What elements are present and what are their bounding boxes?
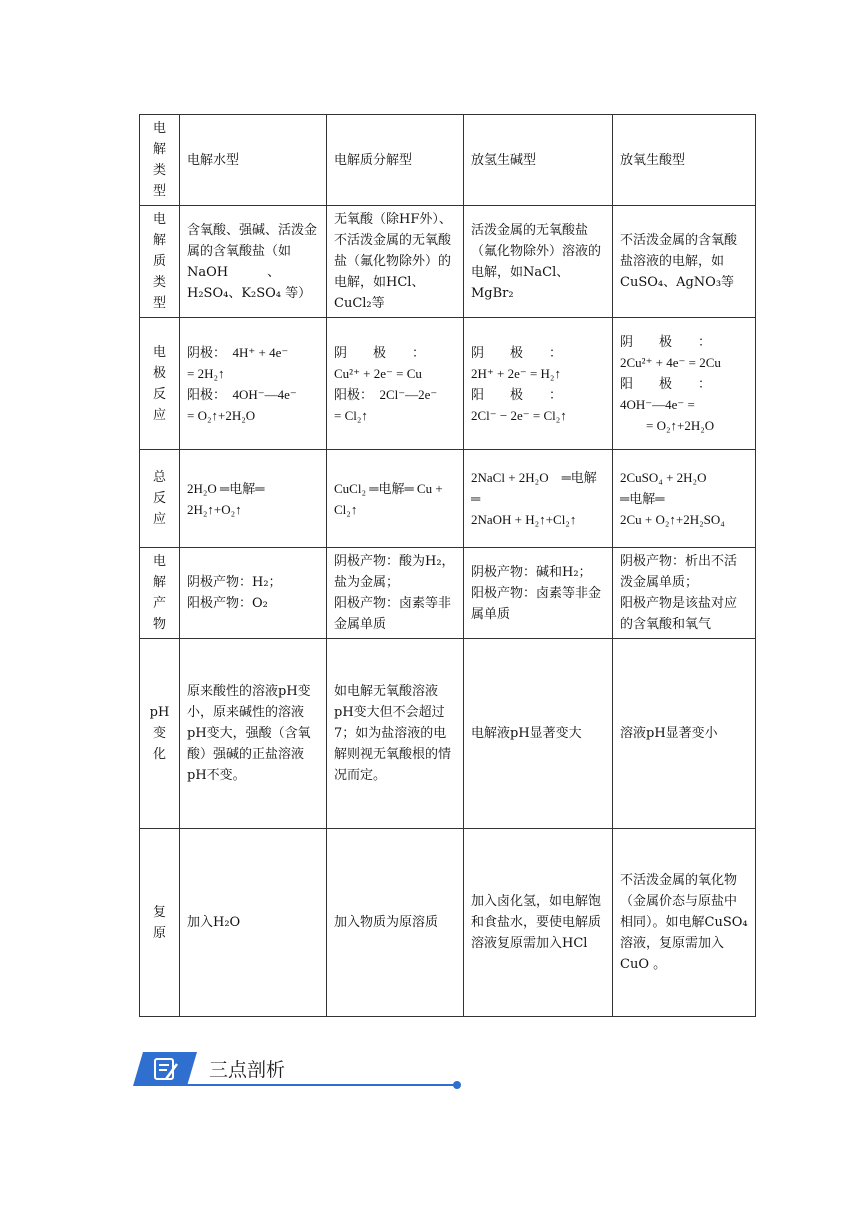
section-heading — [133, 1052, 333, 1088]
column-header: 放氢生碱型 — [464, 115, 613, 206]
table-row — [140, 548, 756, 639]
table-row — [140, 450, 756, 548]
equation-cell: 阴 极 ： 2H⁺ + 2e⁻ = H₂↑ 阳 极 ： 2Cl⁻ − 2e⁻ = Cl₂↑ — [464, 318, 613, 450]
table-cell: 阴极产物：碱和H₂； 阳极产物：卤素等非金属单质 — [464, 548, 613, 639]
row-header: 电 解 质 类 型 — [140, 206, 180, 318]
table-cell: 加入卤化氢，如电解饱和食盐水，要使电解质溶液复原需加入HCl — [464, 829, 613, 1017]
underline-end-dot — [453, 1081, 461, 1089]
column-header: 电解质分解型 — [327, 115, 464, 206]
table-cell: 含氧酸、强碱、活泼金属的含氧酸盐（如NaOH 、H₂SO₄、K₂SO₄ 等） — [180, 206, 327, 318]
equation-cell: 2NaCl + 2H₂O ═电解═ 2NaOH + H₂↑+Cl₂↑ — [464, 450, 613, 548]
table-cell: 阴极产物：析出不活泼金属单质； 阳极产物是该盐对应的含氧酸和氧气 — [613, 548, 756, 639]
table-row — [140, 318, 756, 450]
equation-cell: 阴 极 ： 2Cu²⁺ + 4e⁻ = 2Cu 阳 极 ： 4OH⁻—4e⁻ = = O₂↑+2H₂O — [613, 318, 756, 450]
table-cell: 无氧酸（除HF外）、不活泼金属的无氧酸盐（氟化物除外）的电解，如HCl、CuCl₂等 — [327, 206, 464, 318]
table-cell: 电解液pH显著变大 — [464, 639, 613, 829]
table-cell: 溶液pH显著变小 — [613, 639, 756, 829]
row-header: 复 原 — [140, 829, 180, 1017]
electrolysis-table — [139, 114, 756, 1017]
table-cell: 加入物质为原溶质 — [327, 829, 464, 1017]
table-row — [140, 206, 756, 318]
equation-cell: 阴 极 ： Cu²⁺ + 2e⁻ = Cu 阳极： 2Cl⁻—2e⁻ = Cl₂↑ — [327, 318, 464, 450]
table-cell: 加入H₂O — [180, 829, 327, 1017]
equation-cell: CuCl₂ ═电解═ Cu + Cl₂↑ — [327, 450, 464, 548]
row-header: 电 解 产 物 — [140, 548, 180, 639]
table-cell: 不活泼金属的氧化物（金属价态与原盐中相同）。如电解CuSO₄溶液，复原需加入CuO 。 — [613, 829, 756, 1017]
table-row — [140, 115, 756, 206]
table-cell: 阴极产物：H₂； 阳极产物：O₂ — [180, 548, 327, 639]
row-header: 电 极 反 应 — [140, 318, 180, 450]
row-header: 电 解 类 型 — [140, 115, 180, 206]
row-header: 总 反 应 — [140, 450, 180, 548]
equation-cell: 阴极： 4H⁺ + 4e⁻ = 2H₂↑ 阳极： 4OH⁻—4e⁻ = O₂↑+2H₂O — [180, 318, 327, 450]
section-title: 三点剖析 — [209, 1059, 286, 1081]
table-cell: 不活泼金属的含氧酸盐溶液的电解，如 CuSO₄、AgNO₃等 — [613, 206, 756, 318]
notepad-pencil-icon — [133, 1052, 197, 1086]
column-header: 放氧生酸型 — [613, 115, 756, 206]
table-row — [140, 639, 756, 829]
equation-cell: 2CuSO₄ + 2H₂O ═电解═ 2Cu + O₂↑+2H₂SO₄ — [613, 450, 756, 548]
table-cell: 如电解无氧酸溶液pH变大但不会超过7；如为盐溶液的电解则视无氧酸根的情况而定。 — [327, 639, 464, 829]
row-header: pH 变 化 — [140, 639, 180, 829]
table-cell: 原来酸性的溶液pH变小，原来碱性的溶液pH变大，强酸（含氧酸）强碱的正盐溶液pH不变。 — [180, 639, 327, 829]
section-underline — [173, 1084, 459, 1086]
column-header: 电解水型 — [180, 115, 327, 206]
table-row — [140, 829, 756, 1017]
equation-cell: 2H₂O ═电解═ 2H₂↑+O₂↑ — [180, 450, 327, 548]
table-cell: 活泼金属的无氧酸盐（氟化物除外）溶液的电解，如NaCl、MgBr₂ — [464, 206, 613, 318]
table-cell: 阴极产物：酸为H₂，盐为金属； 阳极产物：卤素等非金属单质 — [327, 548, 464, 639]
